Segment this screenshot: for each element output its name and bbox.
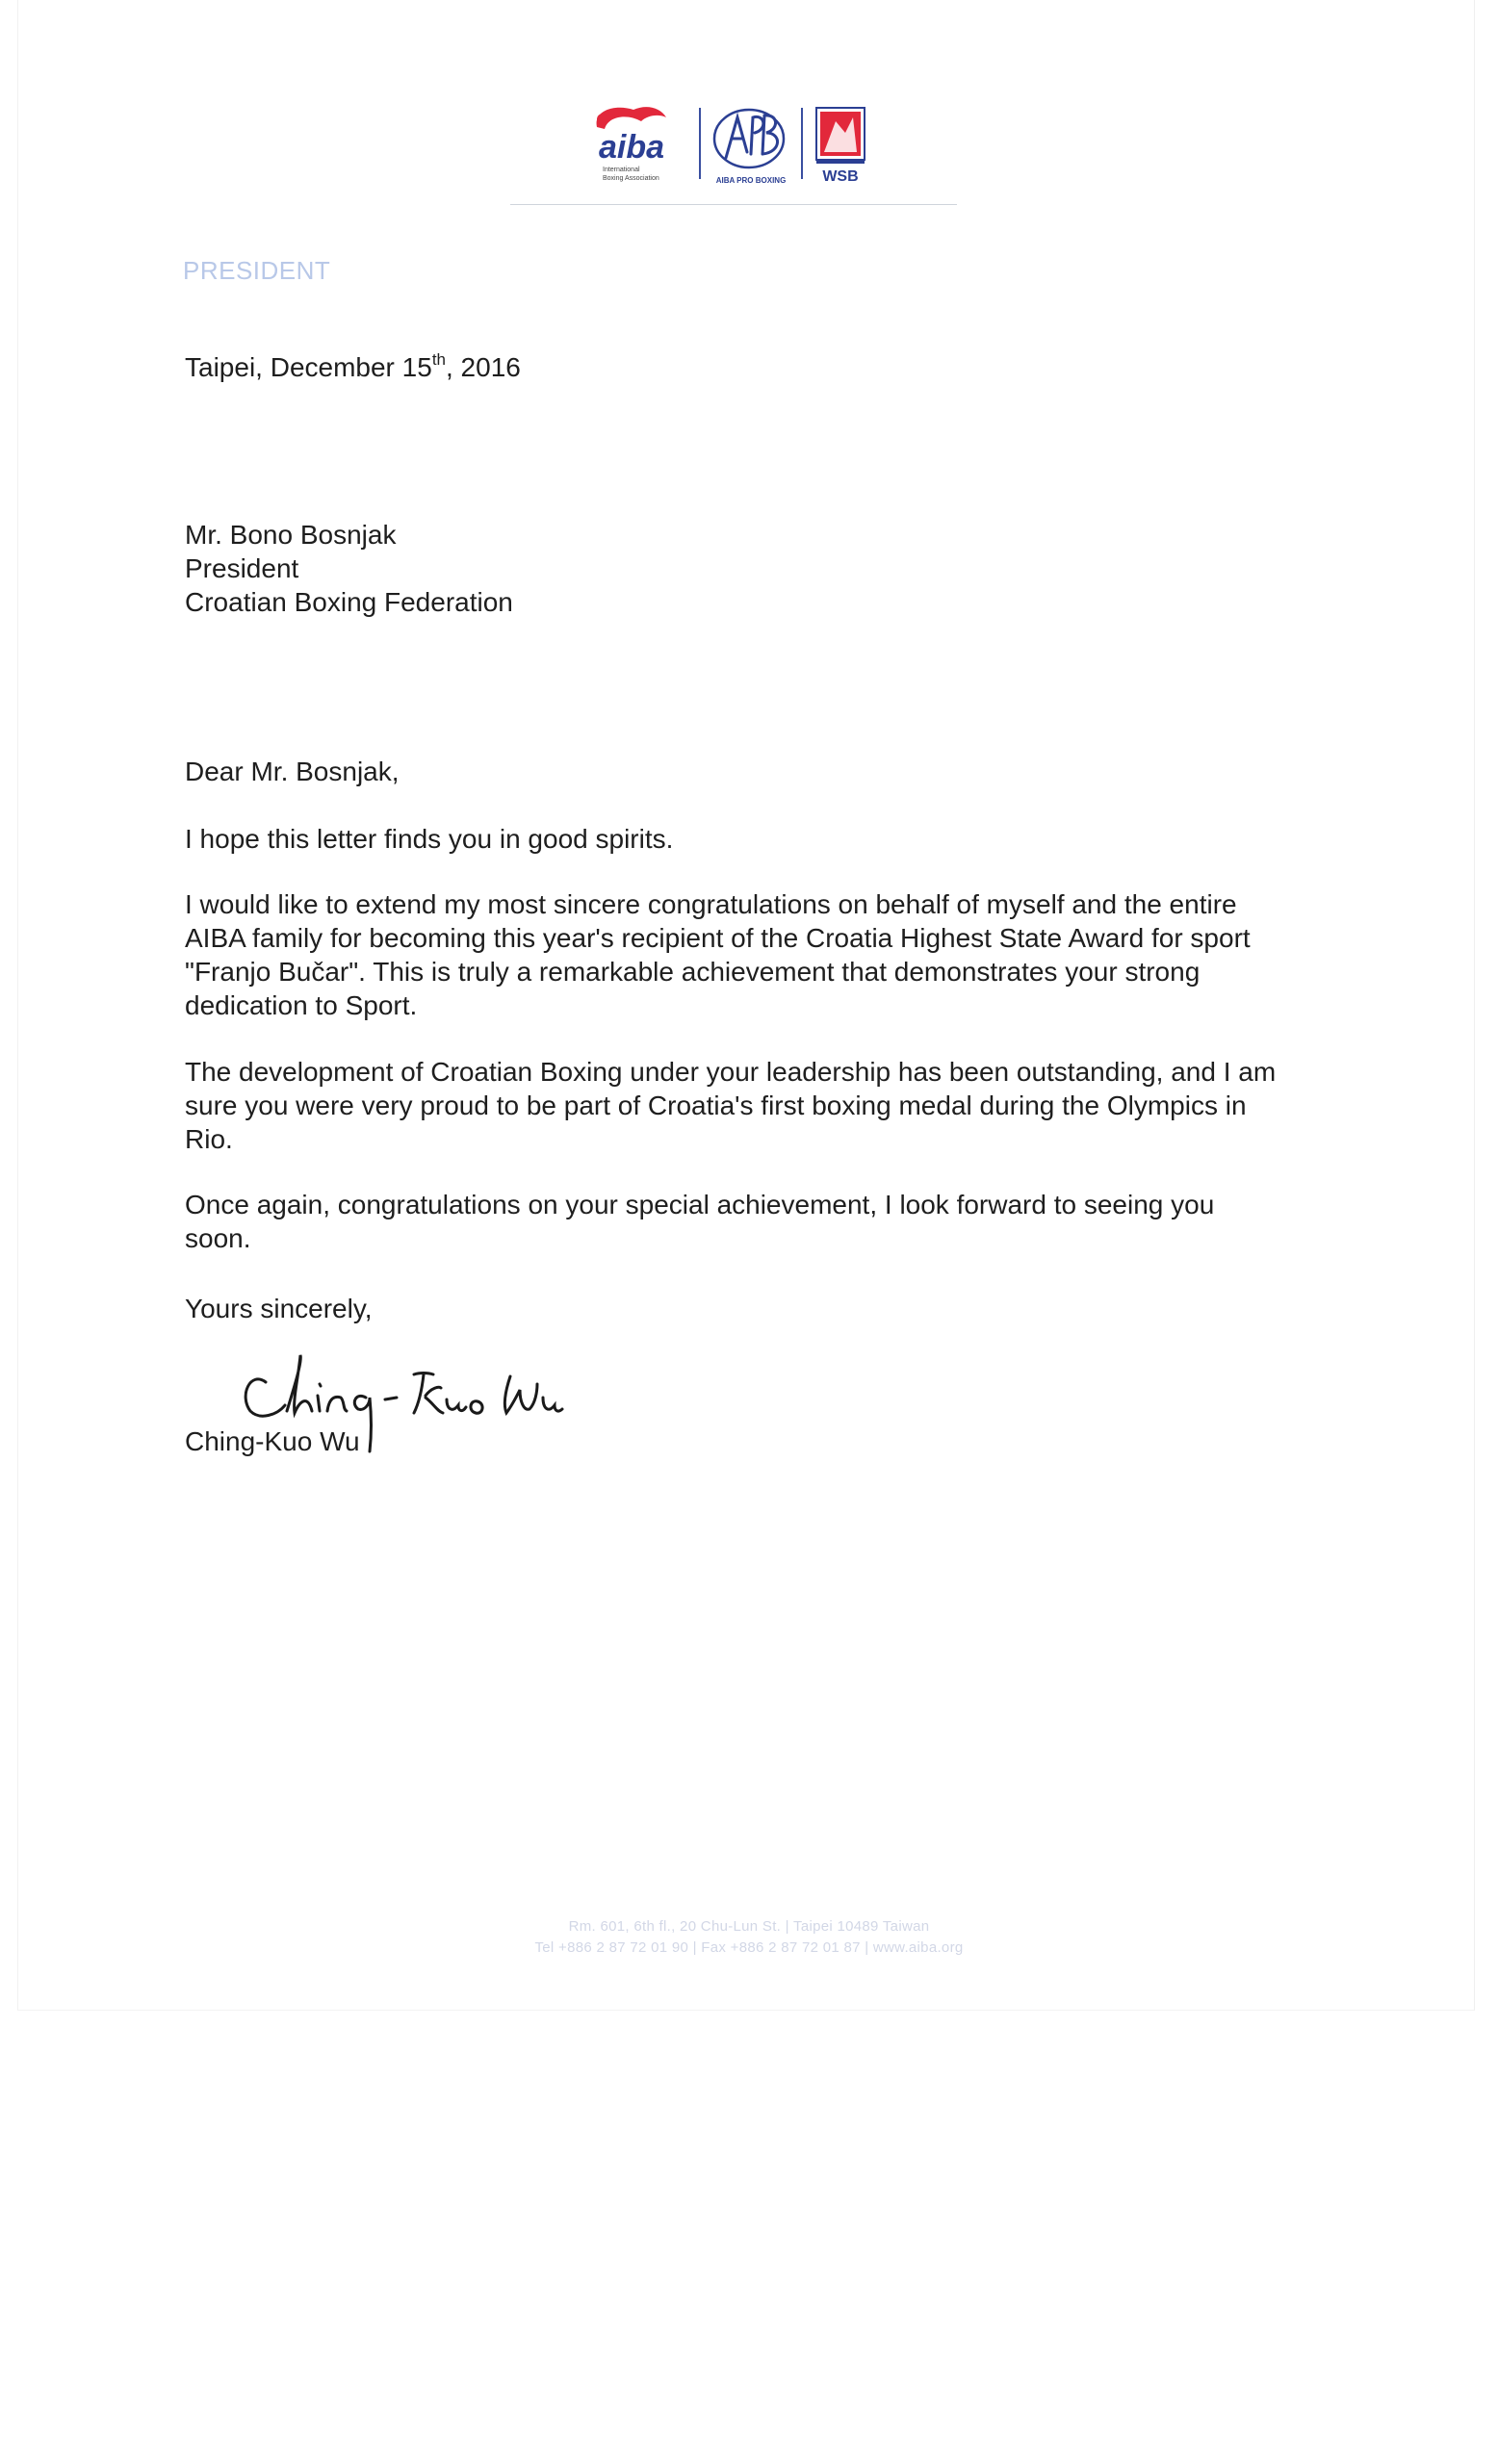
sender-position-title: PRESIDENT <box>183 256 331 285</box>
recipient-organization: Croatian Boxing Federation <box>185 587 513 617</box>
svg-text:WSB: WSB <box>822 168 859 185</box>
recipient-address-block <box>185 518 513 619</box>
apb-logo <box>705 104 797 187</box>
svg-text:AIBA PRO BOXING: AIBA PRO BOXING <box>715 176 787 185</box>
complimentary-close: Yours sincerely, <box>185 1294 373 1323</box>
paragraph-development: The development of Croatian Boxing under your leadership has been outstanding, and I am sure you were very proud to be part of Croatia's first boxing medal during the Olympics in Rio. <box>185 1057 1277 1154</box>
wsb-logo <box>807 104 874 187</box>
svg-text:International: International <box>603 167 640 173</box>
recipient-name: Mr. Bono Bosnjak <box>185 520 397 550</box>
svg-text:aiba: aiba <box>599 129 665 166</box>
logo-divider <box>801 108 803 179</box>
recipient-title: President <box>185 553 299 583</box>
paragraph-opening: I hope this letter finds you in good spirits. <box>185 824 674 854</box>
paragraph-congratulations: I would like to extend my most sincere congratulations on behalf of myself and the entire AIBA family for becoming this year's recipient of the Croatia Highest State Award for sport "Franjo Bučar". This is truly a remarkable achievement that demonstrates your strong dedication to Sport. <box>185 889 1251 1020</box>
logo-divider <box>699 108 701 179</box>
footer-contact: Tel +886 2 87 72 01 90 | Fax +886 2 87 72 01 87 | www.aiba.org <box>534 1939 964 1956</box>
footer-address: Rm. 601, 6th fl., 20 Chu-Lun St. | Taipei 10489 Taiwan <box>568 1918 930 1935</box>
letterhead-logos <box>583 100 872 192</box>
letterhead-rule <box>510 204 957 205</box>
aiba-logo <box>583 100 697 185</box>
letter-date: Taipei, December 15th, 2016 <box>185 350 521 382</box>
salutation: Dear Mr. Bosnjak, <box>185 757 400 786</box>
paragraph-closing-remarks: Once again, congratulations on your special achievement, I look forward to seeing you soon. <box>185 1190 1215 1253</box>
svg-text:Boxing Association: Boxing Association <box>603 175 659 182</box>
signer-name: Ching-Kuo Wu <box>185 1426 360 1456</box>
